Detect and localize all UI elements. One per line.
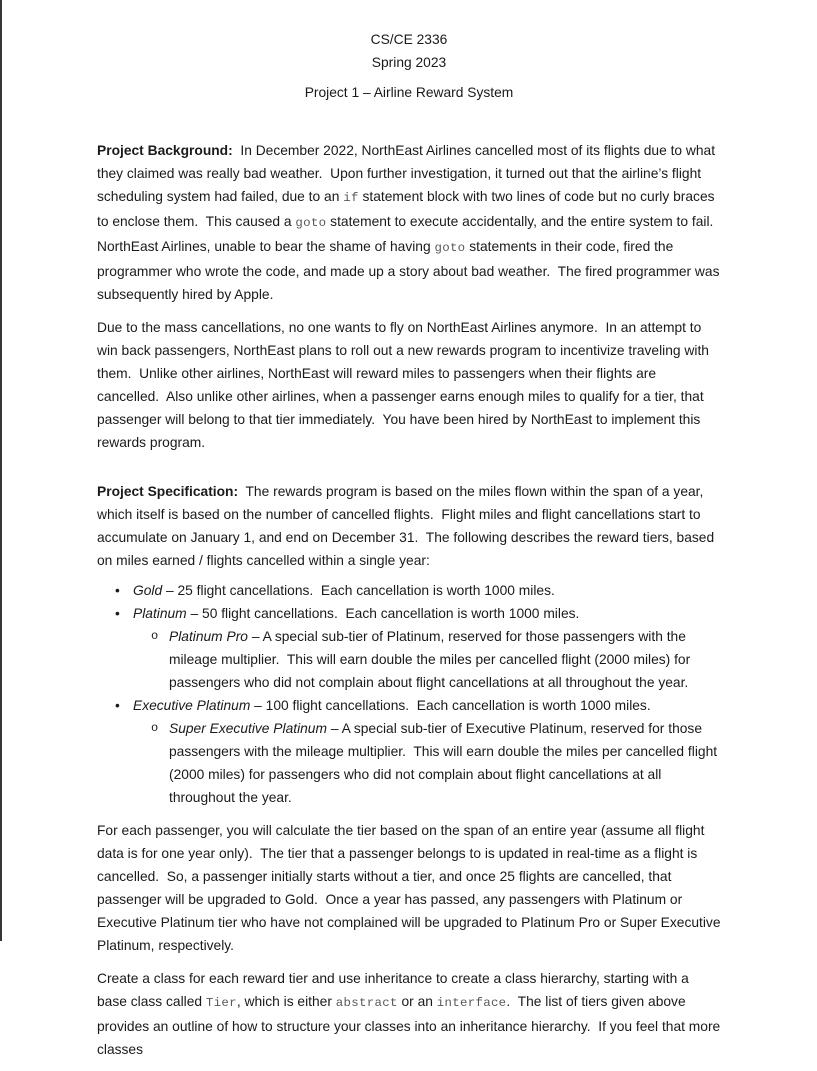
tier-list: [97, 579, 721, 809]
paragraph-gap: [97, 464, 721, 480]
text-run: , which is either: [236, 994, 336, 1009]
list-item: [97, 717, 721, 809]
list-item-text: [169, 625, 721, 694]
list-item-text: [133, 694, 721, 717]
text-run: Gold: [133, 583, 163, 598]
text-run: Project Background:: [97, 143, 233, 158]
paragraph: [97, 316, 721, 454]
list-item: [97, 579, 721, 602]
bullet-icon: o: [151, 721, 159, 735]
course-term: Spring 2023: [371, 55, 447, 70]
inline-code: abstract: [335, 996, 398, 1010]
bullet-icon: •: [115, 583, 120, 598]
list-item-text: [133, 579, 721, 602]
document-body: [97, 139, 725, 1061]
text-run: – A special sub-tier of Executive Platinum, reserved for those passengers with the mileage multiplier. This will earn double the miles per cancelled flight (2000 miles) for passengers who did not complain about flight cancellations at all throughout the year.: [169, 721, 721, 805]
text-run: In December 2022, NorthEast Airlines cancelled most of its flights due to what they claimed was really bad weather. Upon further investigation, it turned out that the airline’s flight scheduling system had failed, due to an: [97, 143, 719, 204]
list-item-text: [169, 717, 721, 809]
paragraph: [97, 967, 725, 1061]
text-run: Due to the mass cancellations, no one wants to fly on NorthEast Airlines anymore. In an attempt to win back passengers, NorthEast plans to roll out a new rewards program to incentivize traveling with them. Unlike other airlines, NorthEast will reward miles to passengers when their flights are cancelled. Also unlike other airlines, when a passenger earns enough miles to qualify for a tier, that passenger will belong to that tier immediately. You have been hired by NorthEast to implement this rewards program.: [97, 320, 713, 450]
list-item: [97, 625, 721, 694]
inline-code: interface: [436, 996, 507, 1010]
list-item: [97, 694, 721, 717]
text-run: For each passenger, you will calculate the tier based on the span of an entire year (assume all flight data is for one year only). The tier that a passenger belongs to is updated in real-time as a flight is cancelled. So, a passenger initially starts without a tier, and once 25 flights are cancelled, that passenger will be upgraded to Gold. Once a year has passed, any passengers with Platinum or Executive Platinum tier who have not complained will be upgraded to Platinum Pro or Super Executive Platinum, respectively.: [97, 823, 725, 953]
text-run: or an: [397, 994, 437, 1009]
text-run: statements in their code, fired the programmer who wrote the code, and made up a story about bad weather. The fired programmer was subsequently hired by Apple.: [97, 239, 724, 302]
bullet-icon: •: [115, 698, 120, 713]
text-run: Platinum Pro: [169, 629, 248, 644]
text-run: . The list of tiers given above provides an outline of how to structure your classes into an inheritance hierarchy. If you feel that more classes: [97, 994, 725, 1057]
text-run: – 50 flight cancellations. Each cancellation is worth 1000 miles.: [186, 606, 580, 621]
text-run: statement block with two lines of code but no curly braces to enclose them. This caused a: [97, 189, 719, 229]
text-run: Project Specification:: [97, 484, 239, 499]
text-run: – 25 flight cancellations. Each cancellation is worth 1000 miles.: [162, 583, 555, 598]
text-run: statement to execute accidentally, and the entire system to fail. NorthEast Airlines, unable to bear the shame of having: [97, 214, 722, 254]
page-title: Project 1 – Airline Reward System: [304, 85, 514, 100]
paragraph: [97, 139, 724, 306]
document-page: [97, 28, 725, 1071]
text-run: – A special sub-tier of Platinum, reserved for those passengers with the mileage multiplier. This will earn double the miles per cancelled flight (2000 miles) for passengers who did not complain about flight cancellations at all throughout the year.: [169, 629, 695, 690]
inline-code: Tier: [205, 996, 237, 1010]
text-run: Create a class for each reward tier and use inheritance to create a class hierarchy, starting with a base class called: [97, 971, 693, 1009]
page-left-border: [0, 0, 2, 941]
inline-code: goto: [434, 241, 466, 255]
list-item-text: [133, 602, 721, 625]
bullet-icon: o: [151, 629, 159, 643]
list-item: [97, 602, 721, 625]
paragraph: [97, 819, 725, 957]
inline-code: if: [343, 191, 359, 205]
bullet-icon: •: [115, 606, 120, 621]
paragraph: [97, 480, 721, 572]
course-code: CS/CE 2336: [370, 32, 448, 47]
text-run: – 100 flight cancellations. Each cancellation is worth 1000 miles.: [250, 698, 651, 713]
text-run: The rewards program is based on the miles flown within the span of a year, which itself is based on the number of cancelled flights. Flight miles and flight cancellations start to accumulate on January 1, and end on December 31. The following describes the reward tiers, based on miles earned / flights cancelled within a single year:: [97, 484, 718, 568]
text-run: Executive Platinum: [133, 698, 251, 713]
text-run: Super Executive Platinum: [169, 721, 327, 736]
document-header: [97, 28, 721, 74]
text-run: Platinum: [133, 606, 187, 621]
inline-code: goto: [295, 216, 327, 230]
